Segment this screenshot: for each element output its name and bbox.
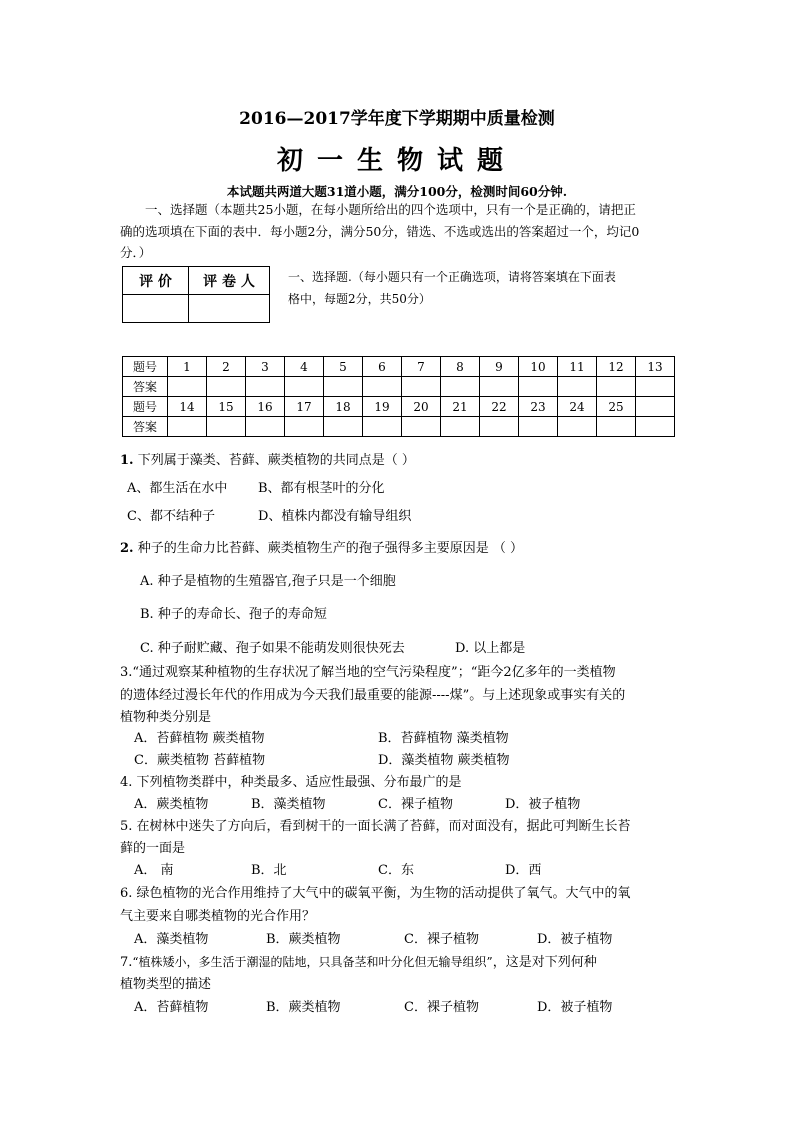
answer-cell[interactable]	[441, 417, 480, 437]
question-number: 1.	[120, 453, 134, 468]
question-1	[120, 449, 415, 468]
question-2	[120, 537, 523, 556]
answer-cell[interactable]	[597, 417, 636, 437]
question-number: 24	[558, 397, 597, 417]
answer-cell[interactable]	[207, 377, 246, 397]
option-a[interactable]: A．藻类植物	[134, 932, 209, 947]
question-number	[636, 397, 675, 417]
answer-cell[interactable]	[168, 377, 207, 397]
answer-cell[interactable]	[558, 417, 597, 437]
question-6-line: 气主要来自哪类植物的光合作用？	[120, 909, 316, 924]
score-table	[122, 266, 270, 323]
exam-subject-title: 初一生物试题	[276, 146, 517, 176]
score-cell[interactable]	[123, 295, 189, 323]
option-c[interactable]: C．裸子植物	[378, 797, 453, 812]
answer-cell[interactable]	[441, 377, 480, 397]
exam-period-title: 2016—2017学年度下学期期中质量检测	[239, 109, 555, 129]
question-6-line: 6. 绿色植物的光合作用维持了大气中的碳氧平衡，为生物的活动提供了氧气。大气中的氧	[120, 886, 631, 901]
section-instructions	[120, 199, 672, 264]
answer-row	[123, 417, 675, 437]
answer-cell[interactable]	[363, 417, 402, 437]
answer-row	[123, 377, 675, 397]
option-a[interactable]: A．苔藓植物	[134, 1000, 209, 1015]
option-a[interactable]: A．苔藓植物 蕨类植物	[134, 731, 265, 746]
option-b[interactable]: B．北	[251, 863, 287, 878]
question-number: 6	[363, 357, 402, 377]
answer-cell[interactable]	[480, 377, 519, 397]
question-number: 15	[207, 397, 246, 417]
row-label: 答案	[123, 417, 168, 437]
option-c[interactable]: C. 种子耐贮藏、孢子如果不能萌发则很快死去	[140, 641, 405, 656]
answer-cell[interactable]	[597, 377, 636, 397]
option-a[interactable]: A. 种子是植物的生殖器官,孢子只是一个细胞	[140, 574, 396, 589]
answer-cell[interactable]	[519, 377, 558, 397]
question-number-row	[123, 397, 675, 417]
question-number: 5	[324, 357, 363, 377]
option-b[interactable]: B、都有根茎叶的分化	[258, 481, 385, 496]
question-number: 7	[402, 357, 441, 377]
option-d[interactable]: D. 以上都是	[455, 641, 526, 656]
question-stem: 种子的生命力比苔藓、蕨类植物生产的孢子强得多主要原因是 （ ）	[137, 541, 523, 556]
question-number: 14	[168, 397, 207, 417]
option-b[interactable]: B．蕨类植物	[266, 932, 341, 947]
note-line: 一、选择题.（每小题只有一个正确选项，请将答案填在下面表	[288, 270, 616, 284]
answer-cell[interactable]	[285, 377, 324, 397]
question-number: 20	[402, 397, 441, 417]
option-c[interactable]: C．蕨类植物 苔藓植物	[134, 753, 266, 768]
grader-cell[interactable]	[189, 295, 270, 323]
question-number: 1	[168, 357, 207, 377]
answer-cell[interactable]	[168, 417, 207, 437]
row-label: 答案	[123, 377, 168, 397]
option-d[interactable]: D．被子植物	[505, 797, 581, 812]
question-5-line: 藓的一面是	[120, 841, 186, 856]
question-number: 22	[480, 397, 519, 417]
question-4-stem: 4. 下列植物类群中，种类最多、适应性最强、分布最广的是	[120, 775, 462, 790]
answer-cell[interactable]	[207, 417, 246, 437]
question-number: 8	[441, 357, 480, 377]
question-number: 17	[285, 397, 324, 417]
answer-cell[interactable]	[324, 377, 363, 397]
option-d[interactable]: D．被子植物	[537, 932, 613, 947]
score-header-evaluation: 评 价	[123, 267, 189, 295]
answer-cell[interactable]	[402, 377, 441, 397]
question-3-line: 植物种类分别是	[120, 710, 212, 725]
answer-cell[interactable]	[246, 377, 285, 397]
question-number-row	[123, 357, 675, 377]
question-7-line	[120, 951, 597, 970]
question-number: 9	[480, 357, 519, 377]
question-stem: 下列属于藻类、苔藓、蕨类植物的共同点是（ ）	[137, 453, 415, 468]
question-number: 3	[246, 357, 285, 377]
option-c[interactable]: C．东	[378, 863, 414, 878]
answer-cell[interactable]	[558, 377, 597, 397]
question-number: 2.	[120, 541, 134, 556]
answer-cell[interactable]	[324, 417, 363, 437]
question-number: 2	[207, 357, 246, 377]
question-number: 7.	[120, 955, 133, 970]
option-c[interactable]: C．裸子植物	[404, 932, 479, 947]
answer-cell[interactable]	[480, 417, 519, 437]
option-a[interactable]: A、都生活在水中	[127, 481, 228, 496]
option-a[interactable]: A．蕨类植物	[134, 797, 209, 812]
instruction-line: 确的选项填在下面的表中．每小题2分，满分50分，错选、不选或选出的答案超过一个，均记0	[120, 223, 640, 239]
question-7-line: 植物类型的描述	[120, 977, 212, 992]
answer-cell[interactable]	[363, 377, 402, 397]
question-number: 23	[519, 397, 558, 417]
option-b[interactable]: B．藻类植物	[251, 797, 326, 812]
instruction-line: 分．）	[120, 245, 152, 260]
question-number: 16	[246, 397, 285, 417]
question-number: 12	[597, 357, 636, 377]
option-c[interactable]: C、都不结种子	[127, 509, 215, 524]
option-d[interactable]: D．被子植物	[537, 1000, 613, 1015]
instruction-line: 一、选择题（本题共25小题，在每小题所给出的四个选项中，只有一个是正确的，请把正	[145, 202, 636, 217]
question-number: 19	[363, 397, 402, 417]
exam-info: 本试题共两道大题31道小题，满分100分，检测时间60分钟.	[226, 184, 568, 199]
option-d[interactable]: D．西	[505, 863, 542, 878]
question-number: 25	[597, 397, 636, 417]
question-number: 4	[285, 357, 324, 377]
row-label: 题号	[123, 357, 168, 377]
score-header-grader: 评 卷 人	[189, 267, 270, 295]
answer-cell[interactable]	[246, 417, 285, 437]
option-b[interactable]: B. 种子的寿命长、孢子的寿命短	[140, 607, 327, 622]
answer-cell[interactable]	[285, 417, 324, 437]
row-label: 题号	[123, 397, 168, 417]
question-stem-end: ，这是对下列何种	[492, 955, 597, 970]
note-line: 格中，每题2分，共50分）	[288, 292, 431, 306]
question-number: 21	[441, 397, 480, 417]
option-b[interactable]: B．蕨类植物	[266, 1000, 341, 1015]
question-number: 10	[519, 357, 558, 377]
option-b[interactable]: B．苔藓植物 藻类植物	[378, 731, 509, 746]
option-a[interactable]: A． 南	[134, 863, 174, 878]
question-5-line: 5. 在树林中迷失了方向后，看到树干的一面长满了苔藓，而对面没有，据此可判断生长苔	[120, 819, 631, 834]
answer-cell[interactable]	[402, 417, 441, 437]
question-3-line: 的遗体经过漫长年代的作用成为今天我们最重要的能源----煤”。与上述现象或事实有关的	[120, 688, 626, 703]
question-3-line: 3.“通过观察某种植物的生存状况了解当地的空气污染程度”；“距今2亿多年的一类植物	[120, 665, 616, 680]
question-number: 11	[558, 357, 597, 377]
option-d[interactable]: D、植株内都没有输导组织	[258, 509, 412, 524]
question-number: 13	[636, 357, 675, 377]
question-quote: “植株矮小，多生活于潮湿的陆地，只具备茎和叶分化但无输导组织”	[132, 955, 493, 969]
section-note	[288, 266, 678, 310]
answer-table	[122, 356, 675, 437]
option-d[interactable]: D．藻类植物 蕨类植物	[378, 753, 510, 768]
question-number: 18	[324, 397, 363, 417]
answer-cell[interactable]	[519, 417, 558, 437]
answer-cell[interactable]	[636, 377, 675, 397]
option-c[interactable]: C．裸子植物	[404, 1000, 479, 1015]
answer-cell[interactable]	[636, 417, 675, 437]
